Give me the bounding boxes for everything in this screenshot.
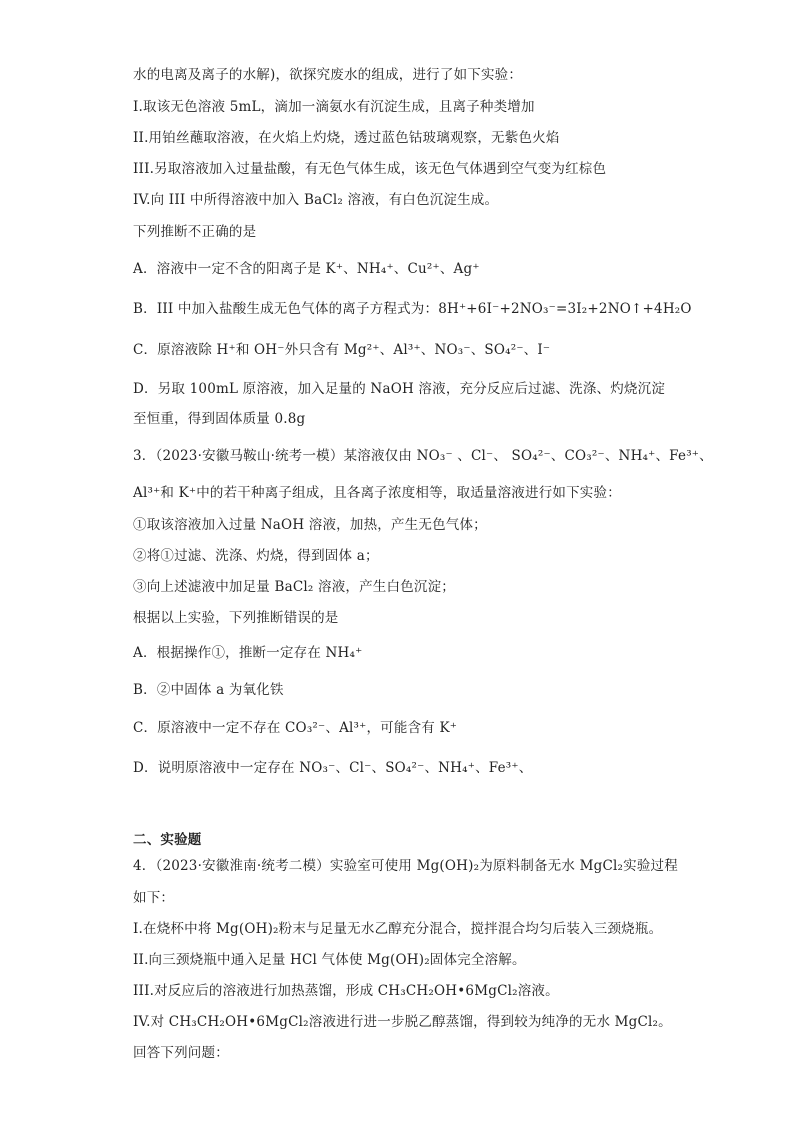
text-line: 如下： [133,890,175,906]
step-2: ②将①过滤、洗涤、灼烧，得到固体 a； [133,548,379,564]
text-line: II.用铂丝蘸取溶液，在火焰上灼烧，透过蓝色钴玻璃观察，无紫色火焰 [133,130,560,146]
option-d: D．另取 100mL 原溶液，加入足量的 NaOH 溶液，充分反应后过滤、洗涤、灼烧沉淀 [133,381,666,397]
option-c: C．原溶液中一定不存在 CO₃²⁻、Al³⁺，可能含有 K⁺ [133,720,458,736]
question-prompt: 下列推断不正确的是 [133,224,257,240]
step-4: IV.对 CH₃CH₂OH•6MgCl₂溶液进行进一步脱乙醇蒸馏，得到较为纯净的无水 MgCl₂。 [133,1014,672,1030]
text-line: I.取该无色溶液 5mL，滴加一滴氨水有沉淀生成，且离子种类增加 [133,99,535,115]
question-4-header: 4．（2023·安徽淮南·统考二模）实验室可使用 Mg(OH)₂为原料制备无水 MgCl₂实验过程 [133,858,678,874]
text-line: Al³⁺和 K⁺中的若干种离子组成，且各离子浓度相等，取适量溶液进行如下实验： [133,485,621,501]
step-1: I.在烧杯中将 Mg(OH)₂粉末与足量无水乙醇充分混合，搅拌混合均匀后装入三颈烧瓶。 [133,921,663,937]
option-b: B．②中固体 a 为氧化铁 [133,682,284,698]
option-a: A．溶液中一定不含的阳离子是 K⁺、NH₄⁺、Cu²⁺、Ag⁺ [133,261,480,277]
section-heading: 二、实验题 [133,832,202,848]
option-c: C．原溶液除 H⁺和 OH⁻外只含有 Mg²⁺、Al³⁺、NO₃⁻、SO₄²⁻、I⁻ [133,342,551,358]
text-line: 水的电离及离子的水解)，欲探究废水的组成，进行了如下实验： [133,67,523,83]
question-prompt: 回答下列问题： [133,1045,229,1061]
step-3: ③向上述滤液中加足量 BaCl₂ 溶液，产生白色沉淀； [133,579,456,595]
option-d: D．说明原溶液中一定存在 NO₃⁻、Cl⁻、SO₄²⁻、NH₄⁺、Fe³⁺、 [133,760,533,776]
option-b: B．III 中加入盐酸生成无色气体的离子方程式为：8H⁺+6I⁻+2NO₃⁻=3I₂+2NO↑+4H₂O [133,301,692,317]
option-d-cont: 至恒重，得到固体质量 0.8g [133,411,306,427]
step-1: ①取该溶液加入过量 NaOH 溶液，加热，产生无色气体； [133,517,487,533]
step-3: III.对反应后的溶液进行加热蒸馏，形成 CH₃CH₂OH•6MgCl₂溶液。 [133,983,559,999]
text-line: III.另取溶液加入过量盐酸，有无色气体生成，该无色气体遇到空气变为红棕色 [133,161,607,177]
question-prompt: 根据以上实验，下列推断错误的是 [133,610,339,626]
option-a: A．根据操作①，推断一定存在 NH₄⁺ [133,645,363,661]
text-line: IV.向 III 中所得溶液中加入 BaCl₂ 溶液，有白色沉淀生成。 [133,192,499,208]
step-2: II.向三颈烧瓶中通入足量 HCl 气体使 Mg(OH)₂固体完全溶解。 [133,952,526,968]
question-3-header: 3．（2023·安徽马鞍山·统考一模）某溶液仅由 NO₃⁻ 、Cl⁻、 SO₄²⁻、CO₃²⁻、NH₄⁺、Fe³⁺、 [133,448,713,464]
